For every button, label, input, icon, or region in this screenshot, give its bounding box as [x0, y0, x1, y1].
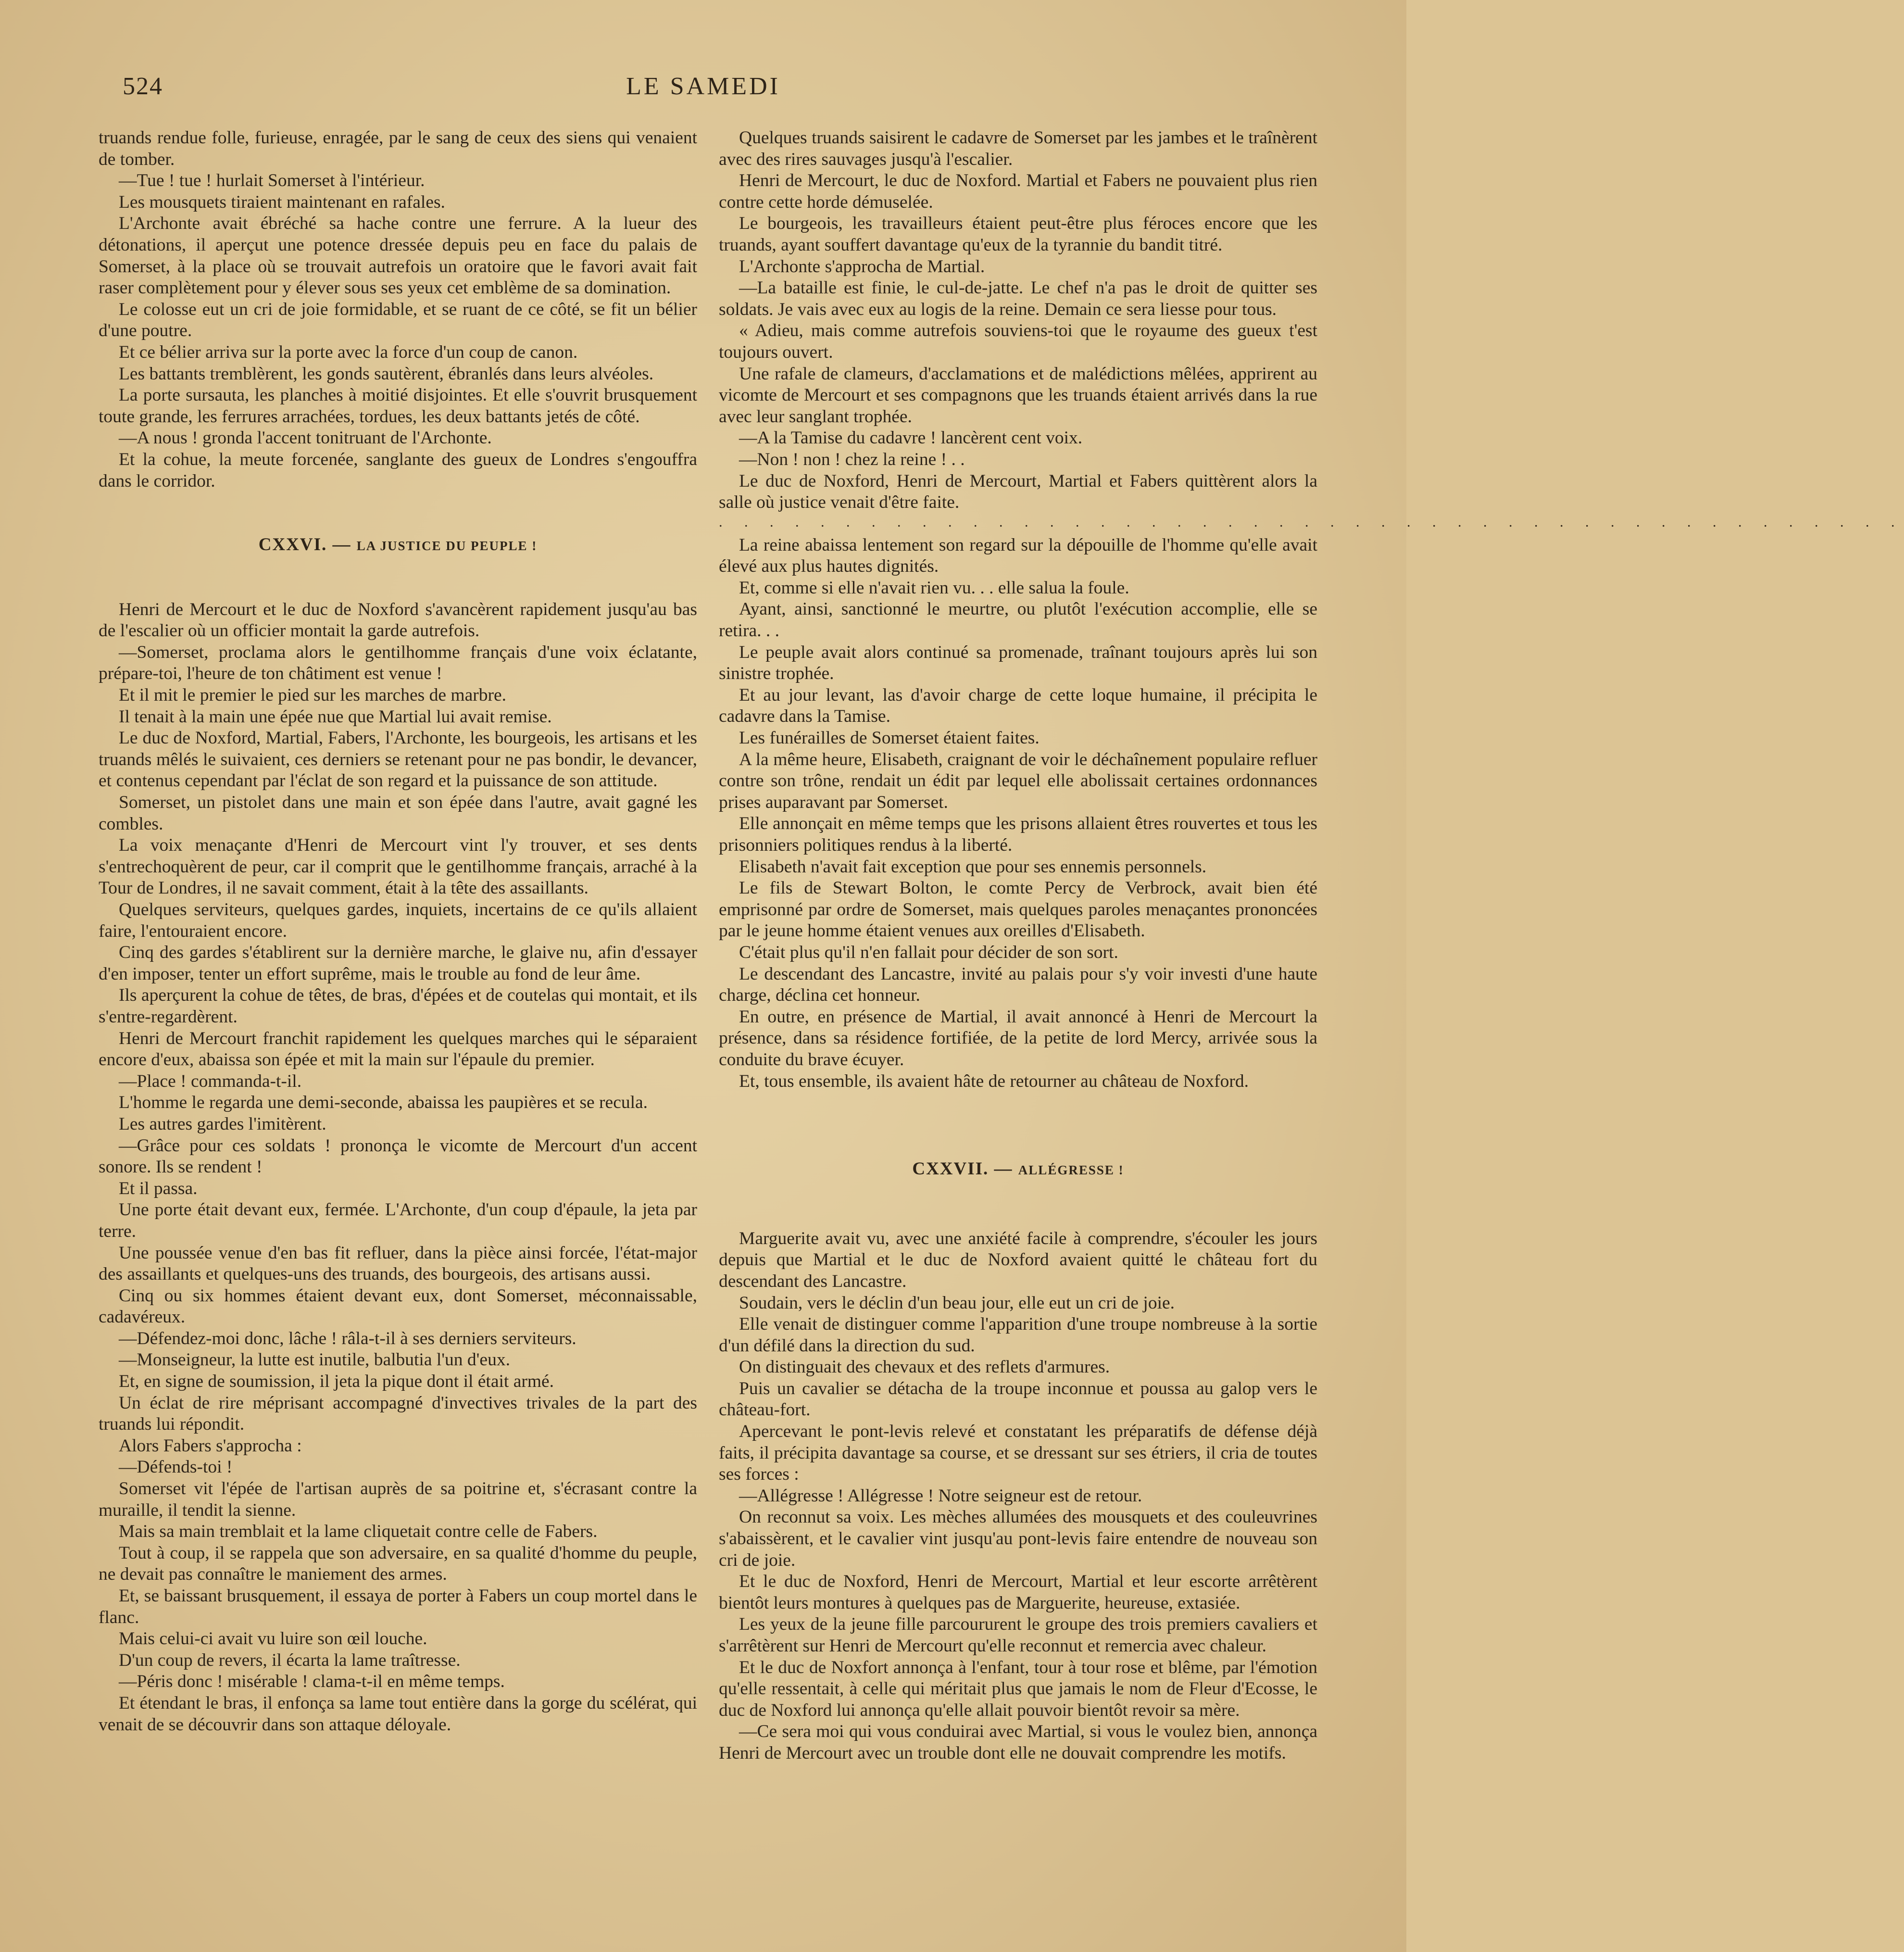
- paragraph: Un éclat de rire méprisant accompagné d'invectives trivales de la part des truands lui répondit.: [99, 1393, 697, 1435]
- paragraph: Ayant, ainsi, sanctionné le meurtre, ou plutôt l'exécution accomplie, elle se retira. . .: [719, 599, 1317, 641]
- paragraph: Henri de Mercourt et le duc de Noxford s'avancèrent rapidement jusqu'au bas de l'escalier où un officier montait la garde autrefois.: [99, 599, 697, 641]
- paragraph: Et il mit le premier le pied sur les marches de marbre.: [119, 685, 506, 705]
- paragraph: En outre, en présence de Martial, il avait annoncé à Henri de Mercourt la présence, dans sa résidence fortifiée, de la petite de lord Mercy, arrivée sous la conduite du brave écuyer.: [719, 1007, 1317, 1070]
- paragraph: Le duc de Noxford, Martial, Fabers, l'Archonte, les bourgeois, les artisans et les truands mêlés le suivaient, ces derniers se retenant pour ne pas bondir, le devancer, et contenus cependant par l'éclat de son regard et la puissance de son attitude.: [99, 728, 697, 791]
- paragraph: Soudain, vers le déclin d'un beau jour, elle eut un cri de joie.: [739, 1293, 1175, 1313]
- page-header: [0, 72, 1406, 111]
- paragraph: On distinguait des chevaux et des reflets d'armures.: [739, 1357, 1110, 1377]
- paragraph: Quelques serviteurs, quelques gardes, inquiets, incertains de ce qu'ils allaient faire, l'entouraient encore.: [99, 900, 697, 941]
- paragraph: Le fils de Stewart Bolton, le comte Percy de Verbrock, avait bien été emprisonné par ordre de Somerset, mais quelques paroles menaçantes prononcées par le jeune homme étaient venues aux oreilles d'Elisabeth.: [719, 878, 1317, 941]
- paragraph: Quelques truands saisirent le cadavre de Somerset par les jambes et le traînèrent avec des rires sauvages jusqu'à l'escalier.: [719, 128, 1317, 169]
- paragraph: L'Archonte avait ébréché sa hache contre une ferrure. A la lueur des détonations, il aperçut une potence dressée depuis peu en face du palais de Somerset, à la place où se trouvait autrefois un oratoire que le favori avait fait raser complètement pour y élever sous ses yeux cet emblème de sa domination.: [99, 214, 697, 298]
- paragraph: Une porte était devant eux, fermée. L'Archonte, d'un coup d'épaule, la jeta par terre.: [99, 1200, 697, 1241]
- paragraph: Le bourgeois, les travailleurs étaient peut-être plus féroces encore que les truands, ayant souffert davantage qu'eux de la tyrannie du bandit titré.: [719, 214, 1317, 255]
- chapter-heading-cxxvii: [719, 1159, 1317, 1181]
- paragraph: Henri de Mercourt franchit rapidement les quelques marches qui le séparaient encore d'eux, abaissa son épée et mit la main sur l'épaule du premier.: [99, 1028, 697, 1070]
- paragraph: —Somerset, proclama alors le gentilhomme français d'une voix éclatante, prépare-toi, l'heure de ton châtiment est venue !: [99, 642, 697, 684]
- paragraph: Mais sa main tremblait et la lame cliquetait contre celle de Fabers.: [119, 1522, 598, 1542]
- paragraph: Ils aperçurent la cohue de têtes, de bras, d'épées et de coutelas qui montait, et ils s'entre-regardèrent.: [99, 985, 697, 1027]
- paragraph: Une rafale de clameurs, d'acclamations et de malédictions mêlées, apprirent au vicomte de Mercourt et ses compagnons que les truands étaient arrivés dans la rue avec leur sanglant trophée.: [719, 364, 1317, 427]
- right-paragraphs-before: [719, 127, 1317, 514]
- paragraph: A la même heure, Elisabeth, craignant de voir le déchaînement populaire refluer contre son trône, rendait un édit par lequel elle abolissait certaines ordonnances prises auparavant par Somerset.: [719, 749, 1317, 812]
- paragraph: Somerset vit l'épée de l'artisan auprès de sa poitrine et, s'écrasant contre la muraille, il tendit la sienne.: [99, 1479, 697, 1520]
- paragraph: Apercevant le pont-levis relevé et constatant les préparatifs de défense déjà faits, il précipita davantage sa course, et se dressant sur ses étriers, il cria de toutes ses forces :: [719, 1422, 1317, 1485]
- paragraph: Il tenait à la main une épée nue que Martial lui avait remise.: [119, 706, 552, 727]
- paragraph: Le colosse eut un cri de joie formidable, et se ruant de ce côté, se fit un bélier d'une poutre.: [99, 299, 697, 341]
- paragraph: Et étendant le bras, il enfonça sa lame tout entière dans la gorge du scélérat, qui venait de se découvrir dans son attaque déloyale.: [99, 1693, 697, 1735]
- paragraph: Les yeux de la jeune fille parcoururent le groupe des trois premiers cavaliers et s'arrêtèrent sur Henri de Mercourt qu'elle reconnut et remercia avec chaleur.: [719, 1614, 1317, 1656]
- paragraph: Et le duc de Noxford, Henri de Mercourt, Martial et leur escorte arrêtèrent bientôt leurs montures à quelques pas de Marguerite, heureuse, extasiée.: [719, 1572, 1317, 1613]
- paragraph: L'homme le regarda une demi-seconde, abaissa les paupières et se recula.: [119, 1093, 648, 1113]
- paragraph: Puis un cavalier se détacha de la troupe inconnue et poussa au galop vers le château-fort.: [719, 1378, 1317, 1420]
- paragraph: Elle annonçait en même temps que les prisons allaient êtres rouvertes et tous les prisonniers politiques rendus à la liberté.: [719, 814, 1317, 855]
- paragraph: La porte sursauta, les planches à moitié disjointes. Et elle s'ouvrit brusquement toute grande, les ferrures arrachées, tordues, les deux battants jetés de côté.: [99, 385, 697, 427]
- paragraph: Les funérailles de Somerset étaient faites.: [739, 728, 1040, 748]
- paragraph: Et le duc de Noxfort annonça à l'enfant, tour à tour rose et blême, par l'émotion qu'elle ressentait, à celle qui méritait plus que jamais le nom de Fleur d'Ecosse, le duc de Noxford lui annonça qu'elle allait pouvoir bientôt revoir sa mère.: [719, 1657, 1317, 1720]
- paragraph: —Monseigneur, la lutte est inutile, balbutia l'un d'eux.: [119, 1350, 510, 1370]
- chapter-title: LA JUSTICE DU PEUPLE !: [356, 539, 538, 554]
- left-column: [99, 127, 697, 1736]
- paragraph: Le descendant des Lancastre, invité au palais pour s'y voir investi d'une haute charge, déclina cet honneur.: [719, 964, 1317, 1006]
- paragraph: Et la cohue, la meute forcenée, sanglante des gueux de Londres s'engouffra dans le corridor.: [99, 449, 697, 491]
- chapter-title: ALLÉGRESSE !: [1018, 1163, 1124, 1178]
- paragraph: Henri de Mercourt, le duc de Noxford. Martial et Fabers ne pouvaient plus rien contre cette horde démuselée.: [719, 171, 1317, 212]
- paragraph: Elle venait de distinguer comme l'apparition d'une troupe nombreuse à la sortie d'un défilé dans la direction du sud.: [719, 1314, 1317, 1356]
- right-paragraphs-middle: [719, 535, 1317, 1092]
- paragraph: Et, comme si elle n'avait rien vu. . . elle salua la foule.: [739, 578, 1129, 598]
- left-paragraphs-before: [99, 127, 697, 492]
- paragraph: Les battants tremblèrent, les gonds sautèrent, ébranlés dans leurs alvéoles.: [119, 364, 654, 384]
- chapter-number: CXXVI. —: [258, 535, 351, 555]
- paragraph: Et, se baissant brusquement, il essaya de porter à Fabers un coup mortel dans le flanc.: [99, 1586, 697, 1627]
- paragraph: Les mousquets tiraient maintenant en rafales.: [119, 192, 445, 212]
- paragraph: —Péris donc ! misérable ! clama-t-il en même temps.: [119, 1672, 505, 1692]
- paragraph: On reconnut sa voix. Les mèches allumées des mousquets et des couleuvrines s'abaissèrent, et le cavalier vint jusqu'au pont-levis faire entendre de nouveau son cri de joie.: [719, 1507, 1317, 1570]
- page-number: 524: [123, 73, 163, 100]
- paragraph: truands rendue folle, furieuse, enragée, par le sang de ceux des siens qui venaient de tomber.: [99, 128, 697, 169]
- journal-title: LE SAMEDI: [626, 73, 780, 100]
- paragraph: Et ce bélier arriva sur la porte avec la force d'un coup de canon.: [119, 342, 578, 362]
- paragraph: —Grâce pour ces soldats ! prononça le vicomte de Mercourt d'un accent sonore. Ils se rendent !: [99, 1135, 697, 1177]
- paragraph: Et il passa.: [119, 1178, 198, 1198]
- paragraph: L'Archonte s'approcha de Martial.: [739, 256, 985, 277]
- paragraph: Cinq des gardes s'établirent sur la dernière marche, le glaive nu, afin d'essayer d'en imposer, tenter un effort suprême, mais le trouble au fond de leur âme.: [99, 943, 697, 984]
- paragraph: Et, en signe de soumission, il jeta la pique dont il était armé.: [119, 1372, 554, 1392]
- paragraph: Somerset, un pistolet dans une main et son épée dans l'autre, avait gagné les combles.: [99, 793, 697, 834]
- left-paragraphs-after: [99, 599, 697, 1736]
- paragraph: Marguerite avait vu, avec une anxiété facile à comprendre, s'écouler les jours depuis que Martial et le duc de Noxford avaient quitté le château fort du descendant des Lancastre.: [719, 1228, 1317, 1291]
- paragraph: Les autres gardes l'imitèrent.: [119, 1114, 326, 1134]
- dot-separator: . . . . . . . . . . . . . . . . . . . . . . . . . . . . . . . . . . . . . . . . . . . . . . .: [719, 514, 1904, 530]
- paragraph: —Défends-toi !: [119, 1457, 233, 1477]
- paragraph: Elisabeth n'avait fait exception que pour ses ennemis personnels.: [739, 856, 1207, 877]
- paragraph: —Non ! non ! chez la reine ! . .: [739, 449, 965, 469]
- paragraph: Et au jour levant, las d'avoir charge de cette loque humaine, il précipita le cadavre dans la Tamise.: [719, 685, 1317, 727]
- paragraph: Mais celui-ci avait vu luire son œil louche.: [119, 1629, 427, 1649]
- paragraph: Tout à coup, il se rappela que son adversaire, en sa qualité d'homme du peuple, ne devait pas connaître le maniement des armes.: [99, 1543, 697, 1585]
- right-paragraphs-after: [719, 1228, 1317, 1764]
- paragraph: C'était plus qu'il n'en fallait pour décider de son sort.: [739, 942, 1118, 962]
- paragraph: Le duc de Noxford, Henri de Mercourt, Martial et Fabers quittèrent alors la salle où justice venait d'être faite.: [719, 471, 1317, 513]
- paragraph: —Défendez-moi donc, lâche ! râla-t-il à ses derniers serviteurs.: [119, 1328, 576, 1348]
- paragraph: Une poussée venue d'en bas fit refluer, dans la pièce ainsi forcée, l'état-major des assaillants et quelques-uns des truands, des bourgeois, des artisans aussi.: [99, 1243, 697, 1285]
- paragraph: —Allégresse ! Allégresse ! Notre seigneur est de retour.: [739, 1486, 1142, 1506]
- paragraph: —La bataille est finie, le cul-de-jatte. Le chef n'a pas le droit de quitter ses soldats. Je vais avec eux au logis de la reine. Demain ce sera liesse pour tous.: [719, 278, 1317, 319]
- paragraph: D'un coup de revers, il écarta la lame traîtresse.: [119, 1650, 461, 1670]
- paragraph: —Ce sera moi qui vous conduirai avec Martial, si vous le voulez bien, annonça Henri de Mercourt avec un trouble dont elle ne douvait comprendre les motifs.: [719, 1722, 1317, 1763]
- paragraph: —Tue ! tue ! hurlait Somerset à l'intérieur.: [119, 171, 425, 191]
- paragraph: —Place ! commanda-t-il.: [119, 1071, 302, 1091]
- paragraph: « Adieu, mais comme autrefois souviens-toi que le royaume des gueux t'est toujours ouvert.: [719, 321, 1317, 362]
- paragraph: La reine abaissa lentement son regard sur la dépouille de l'homme qu'elle avait élevé aux plus hautes dignités.: [719, 535, 1317, 577]
- right-column: [719, 127, 1904, 1764]
- paragraph: —A la Tamise du cadavre ! lancèrent cent voix.: [739, 428, 1083, 448]
- paragraph: Le peuple avait alors continué sa promenade, traînant toujours après lui son sinistre trophée.: [719, 642, 1317, 684]
- paragraph: —A nous ! gronda l'accent tonitruant de l'Archonte.: [119, 428, 492, 448]
- paragraph: Et, tous ensemble, ils avaient hâte de retourner au château de Noxford.: [739, 1071, 1249, 1091]
- paragraph: Cinq ou six hommes étaient devant eux, dont Somerset, méconnaissable, cadavéreux.: [99, 1285, 697, 1327]
- chapter-number: CXXVII. —: [912, 1159, 1013, 1179]
- paragraph: La voix menaçante d'Henri de Mercourt vint l'y trouver, et ses dents s'entrechoquèrent de peur, car il comprit que le gentilhomme français, arraché à la Tour de Londres, il ne savait comment, était à la tête des assaillants.: [99, 835, 697, 898]
- chapter-heading-cxxvi: [99, 534, 697, 557]
- paragraph: Alors Fabers s'approcha :: [119, 1436, 302, 1456]
